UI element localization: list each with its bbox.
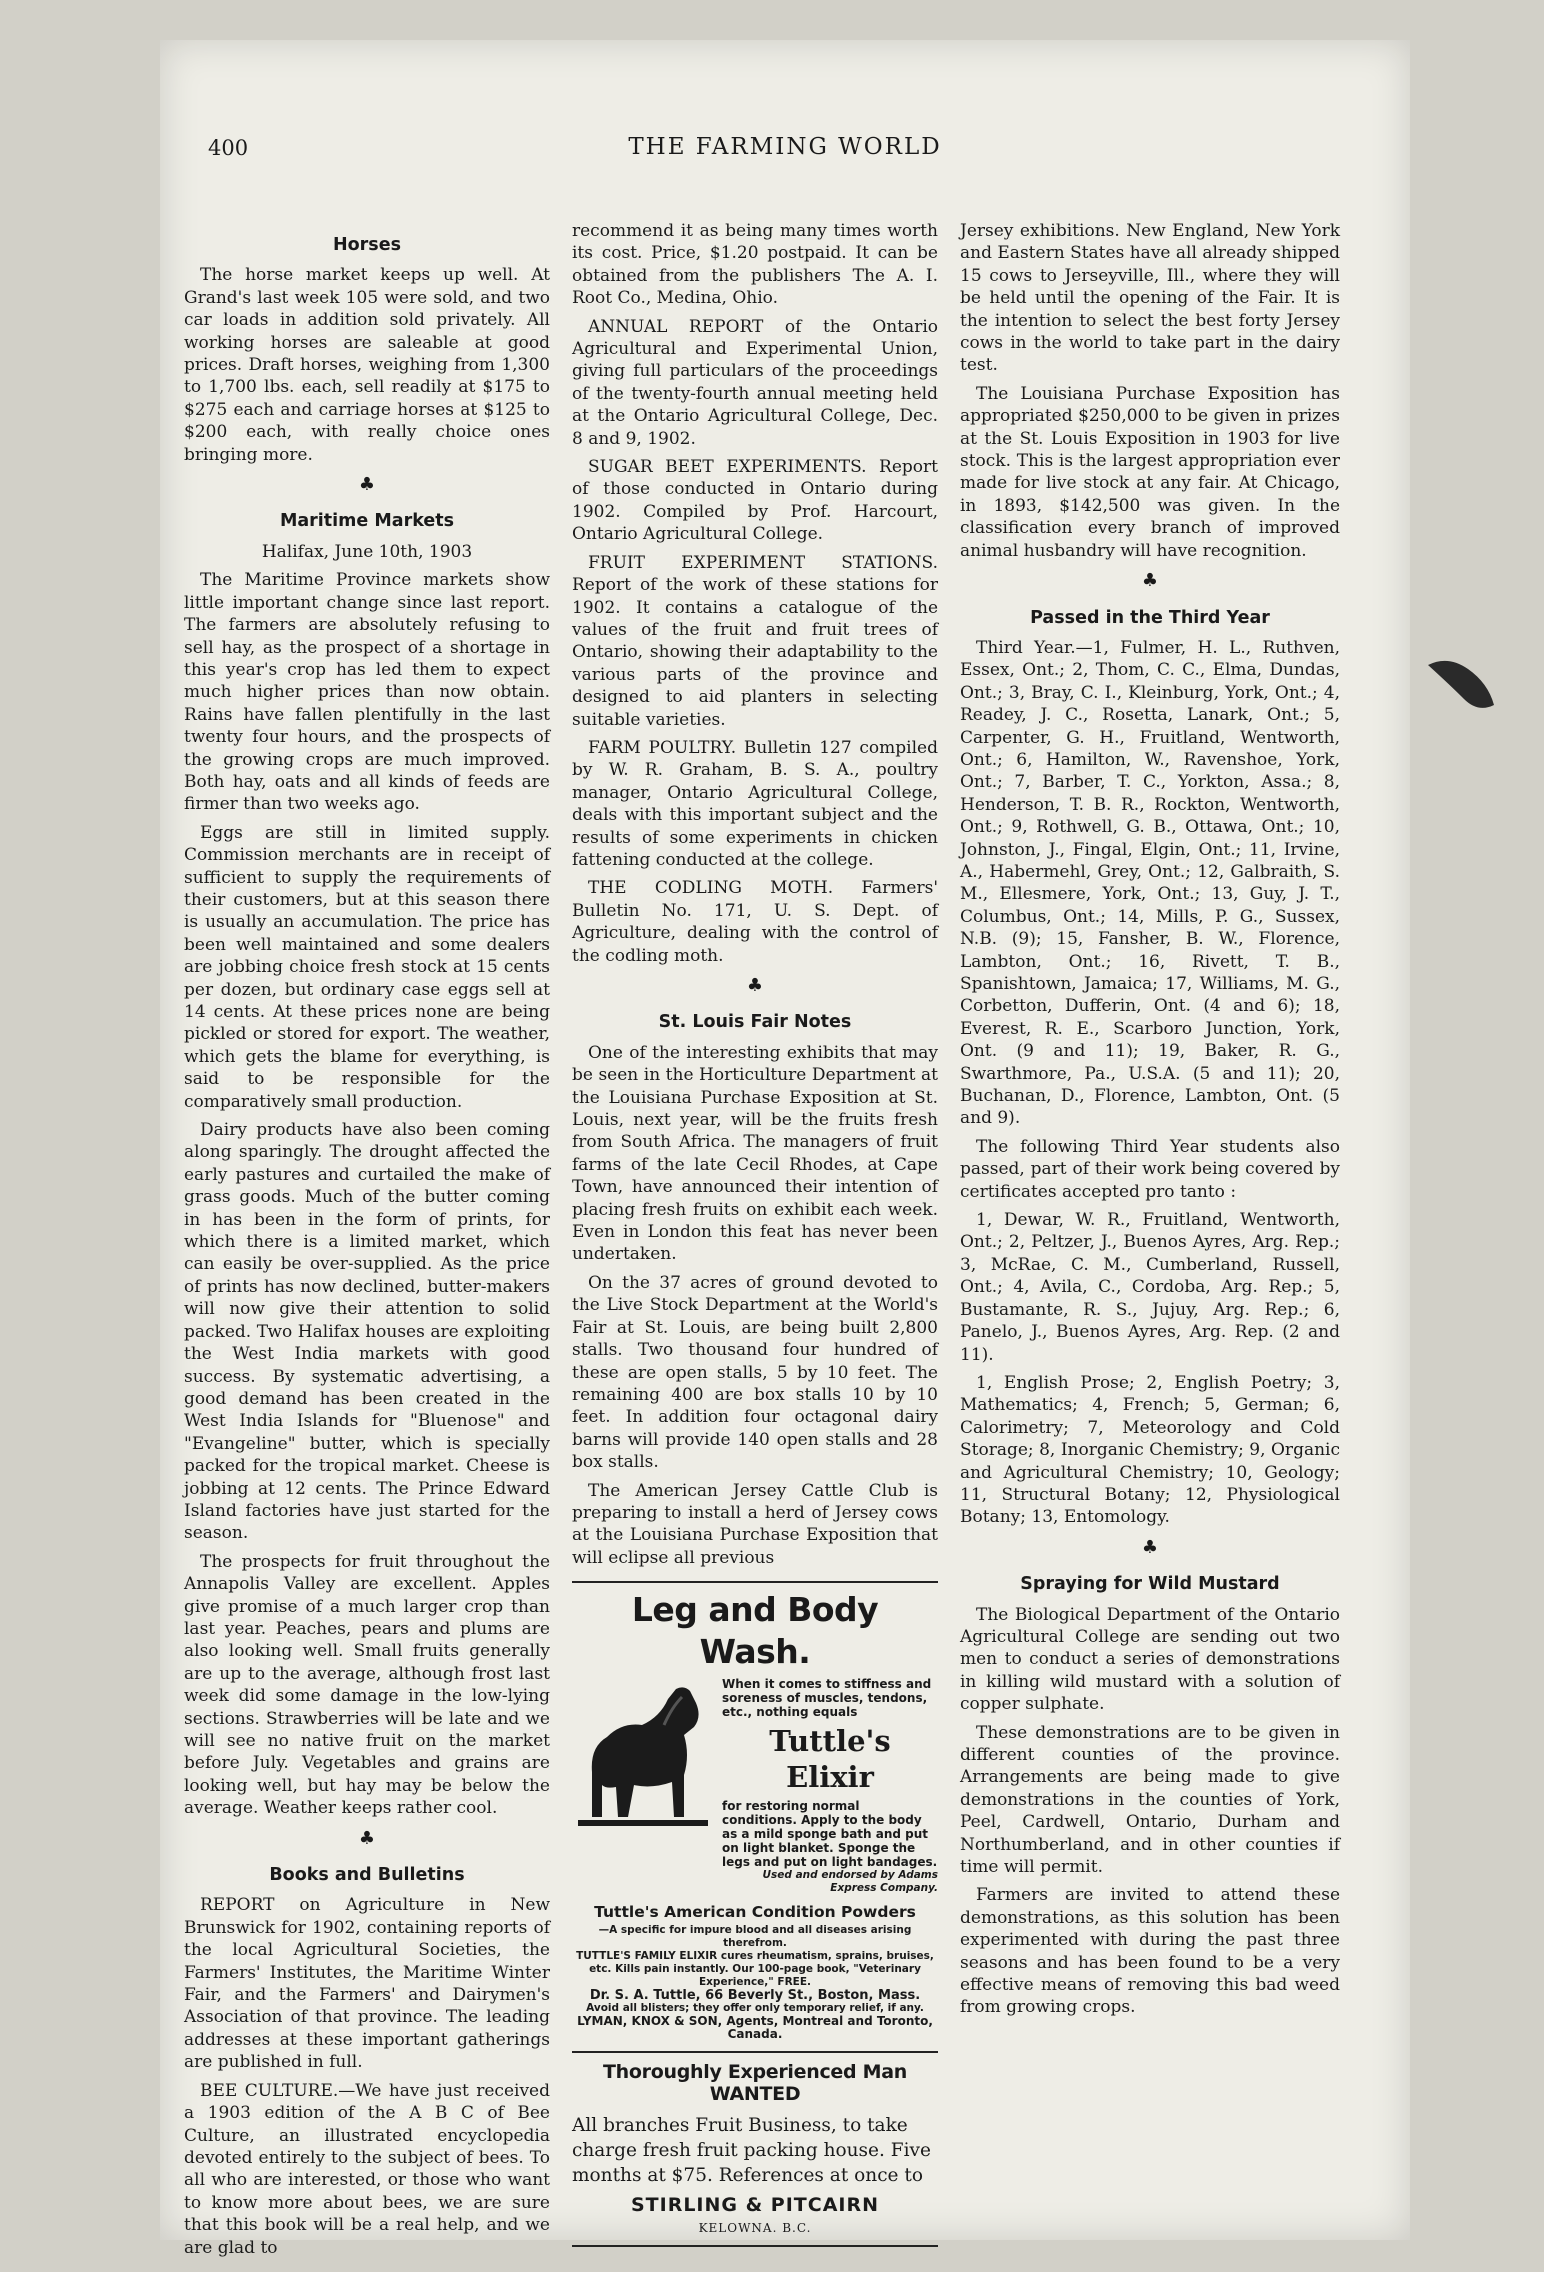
paragraph: The Louisiana Purchase Exposition has appropriated $250,000 to be given in prizes at the St. Louis Exposition in 1903 for live stock. This is the largest appropriation ever made for live stock at any fair. At Chicago, in 1893, $142,500 was given. In the classification every branch of improved animal husbandry will have recognition. bbox=[960, 383, 1340, 561]
page-number: 400 bbox=[208, 136, 249, 160]
ad-powders: Tuttle's American Condition Powders bbox=[594, 1903, 916, 1922]
paragraph: Eggs are still in limited supply. Commission merchants are in receipt of sufficient to supply the requirements of their customers, but at this season there is usually an accumulation. The price has been well maintained and some dealers are jobbing choice fresh stock at 15 cents per dozen, but ordinary case eggs sell at 14 cents. At these prices none are being pickled or stored for export. The weather, which gets the blame for everything, is said to be responsible for the comparatively small production. bbox=[184, 822, 550, 1112]
section-heading: Horses bbox=[332, 235, 401, 255]
ad-agents: LYMAN, KNOX & SON, Agents, Montreal and Toronto, Canada. bbox=[577, 2013, 933, 2041]
paragraph: One of the interesting exhibits that may be seen in the Horticulture Department at the Louisiana Purchase Exposition at St. Louis, next year, will be the fruits fresh from South Africa. The managers of fruit farms of the late Cecil Rhodes, at Cape Town, have announced their intention of placing fresh fruits on exhibit each week. Even in London this feat has never been undertaken. bbox=[572, 1042, 938, 1265]
paragraph: SUGAR BEET EXPERIMENTS. Report of those conducted in Ontario during 1902. Compiled by Prof. Harcourt, Ontario Agricultural College. bbox=[572, 457, 938, 545]
section-heading: Books and Bulletins bbox=[269, 1865, 465, 1886]
ad-avoid: Avoid all blisters; they offer only temporary relief, if any. bbox=[586, 2001, 924, 2014]
paragraph: FRUIT EXPERIMENT STATIONS. Report of the work of these stations for 1902. It contains a catalogue of the values of the fruit and fruit trees of Ontario, showing their adaptability to the various parts of the province and designed to aid planters in selecting suitable varieties. bbox=[572, 552, 938, 730]
ad-intro: When it comes to stiffness and soreness of muscles, tendons, etc., nothing equals bbox=[722, 1677, 932, 1720]
paragraph: 1, Dewar, W. R., Fruitland, Wentworth, Ont.; 2, Peltzer, J., Buenos Ayres, Arg. Rep.; 3, McRae, C. M., Cumberland, Russell, Ont.; 4, Avila, C., Cordoba, Arg. Rep.; 5, Bustamante, R. S., Jujuy, Arg. Rep.; 6, Panelo, J., Buenos Ayres, Arg. Rep. (2 and 11). bbox=[960, 1210, 1340, 1365]
paragraph: Farmers are invited to attend these demonstrations, as this solution has been experimented with during the past three seasons and has been found to be a very effective means of removing this bad weed from growing crops. bbox=[960, 1885, 1340, 2018]
section-heading: St. Louis Fair Notes bbox=[658, 1012, 852, 1033]
paragraph: ANNUAL REPORT of the Ontario Agricultural and Experimental Union, giving full particulars of the proceedings of the twenty-fourth annual meeting held at the Ontario Agricultural College, Dec. 8 and 9, 1902. bbox=[572, 316, 938, 449]
section-heading: Maritime Markets bbox=[279, 511, 455, 532]
section-ornament: ♣ bbox=[358, 1827, 376, 1849]
ad-body: for restoring normal conditions. Apply to the body as a mild sponge bath and put on light blanket. Sponge the legs and put on light bandages. bbox=[722, 1799, 938, 1870]
wanted-firm: STIRLING & PITCAIRN bbox=[630, 2194, 880, 2217]
paragraph: FARM POULTRY. Bulletin 127 compiled by W. R. Graham, B. S. A., poultry manager, Ontario Agricultural College, deals with this important subject and the results of some experiments in chicken fattening conducted at the college. bbox=[572, 737, 938, 870]
paragraph: BEE CULTURE.—We have just received a 1903 edition of the A B C of Bee Culture, an illustrated encyclopedia devoted entirely to the subject of bees. To all who are interested, or those who want to know more about bees, we are sure that this book will be a real help, and we are glad to bbox=[184, 2080, 550, 2258]
paragraph: The horse market keeps up well. At Grand's last week 105 were sold, and two car loads in addition sold privately. All working horses are saleable at good prices. Draft horses, weighing from 1,300 to 1,700 lbs. each, sell readily at $175 to $275 each and carriage horses at $125 to $200 each, with really choice ones bringing more. bbox=[184, 265, 550, 465]
paragraph: These demonstrations are to be given in different counties of the province. Arrangements are being made to give demonstrations in the counties of York, Peel, Cardwell, Ontario, Durham and Northumberland, and in other counties if time will permit. bbox=[960, 1722, 1340, 1878]
wanted-town: KELOWNA. B.C. bbox=[698, 2220, 812, 2235]
ad-product-name: Tuttle's Elixir bbox=[769, 1724, 891, 1795]
column-2 bbox=[572, 220, 938, 2247]
page-header bbox=[208, 132, 1362, 172]
column-1 bbox=[184, 220, 550, 2265]
ad-headline: Leg and Body Wash. bbox=[631, 1590, 879, 1672]
ad-family-elixir: TUTTLE'S FAMILY ELIXIR cures rheumatism, sprains, bruises, etc. Kills pain instantly. Our 100-page book, "Veterinary Experience," FREE. bbox=[576, 1949, 934, 1988]
paragraph: THE CODLING MOTH. Farmers' Bulletin No. 171, U. S. Dept. of Agriculture, dealing with the control of the codling moth. bbox=[572, 878, 938, 966]
section-ornament: ♣ bbox=[1141, 570, 1159, 592]
paragraph: On the 37 acres of ground devoted to the Live Stock Department at the World's Fair at St. Louis, are being built 2,800 stalls. Two thousand four hundred of these are open stalls, 5 by 10 feet. The remaining 400 are box stalls 10 by 10 feet. In addition four octagonal dairy barns will provide 140 open stalls and 28 box stalls. bbox=[572, 1272, 938, 1473]
ad-endorsement: Used and endorsed by Adams Express Company. bbox=[762, 1869, 938, 1895]
section-heading: Spraying for Wild Mustard bbox=[1020, 1574, 1280, 1595]
section-heading: Passed in the Third Year bbox=[1030, 607, 1270, 628]
publication-title: THE FARMING WORLD bbox=[628, 134, 942, 160]
wanted-headline: Thoroughly Experienced Man WANTED bbox=[603, 2060, 907, 2105]
ad-powders-desc: —A specific for impure blood and all diseases arising therefrom. bbox=[598, 1923, 912, 1949]
paragraph: Jersey exhibitions. New England, New York and Eastern States have all already shipped 15 cows to Jerseyville, Ill., where they will be held until the opening of the Fair. It is the intention to select the best forty Jersey cows in the world to take part in the dairy test. bbox=[960, 221, 1340, 376]
section-ornament: ♣ bbox=[358, 474, 376, 496]
paragraph: The following Third Year students also passed, part of their work being covered by certificates accepted pro tanto : bbox=[960, 1136, 1340, 1202]
dateline: Halifax, June 10th, 1903 bbox=[261, 541, 473, 562]
wanted-body: All branches Fruit Business, to take charge fresh fruit packing house. Five months at $75. References at once to bbox=[572, 2115, 931, 2187]
tuttles-elixir-ad bbox=[572, 1581, 938, 2052]
section-ornament: ♣ bbox=[746, 975, 764, 996]
paragraph: Third Year.—1, Fulmer, H. L., Ruthven, Essex, Ont.; 2, Thom, C. C., Elma, Dundas, Ont.; 3, Bray, C. I., Kleinburg, York, Ont.; 4, Readey, J. C., Rosetta, Lanark, Ont.; 5, Carpenter, G. H., Fruitland, Wentworth, Ont.; 6, Hamilton, W., Ravenshoe, York, Ont.; 7, Barber, T. C., Yorkton, Assa.; 8, Henderson, T. B. R., Rockton, Wentworth, Ont.; 9, Rothwell, G. B., Ottawa, Ont.; 10, Johnston, J., Fingal, Elgin, Ont.; 11, Irvine, A., Habermehl, Grey, Ont.; 12, Galbraith, S. M., Ellesmere, York, Ont.; 13, Guy, J. T., Columbus, Ont.; 14, Mills, P. G., Sussex, N.B. (9); 15, Fansher, B. W., Florence, Lambton, Ont.; 16, Rivett, T. B., Spanishtown, Jamaica; 17, Williams, M. G., Corbetton, Dufferin, Ont. (4 and 6); 18, Everest, R. E., Scarboro Junction, York, Ont. (9 and 11); 19, Baker, R. G., Swarthmore, Pa., U.S.A. (5 and 11); 20, Buchanan, D., Florence, Lambton, Ont. (5 and 9). bbox=[960, 637, 1340, 1129]
paragraph: The prospects for fruit throughout the Annapolis Valley are excellent. Apples give promise of a much larger crop than last year. Peaches, pears and plums are also looking well. Small fruits generally are up to the average, although frost last week did some damage in the low-lying sections. Strawberries will be late and we will see no native fruit on the market before July. Vegetables and grains are looking well, but hay may be below the average. Weather keeps rather cool. bbox=[184, 1551, 550, 1819]
paragraph: Dairy products have also been coming along sparingly. The drought affected the early pastures and curtailed the make of grass goods. Much of the butter coming in has been in the form of prints, for which there is a limited market, which can easily be over-supplied. As the price of prints has now declined, butter-makers will now give their attention to solid packed. Two Halifax houses are exploiting the West India markets with good success. By systematic advertising, a good demand has been created in the West India Islands for "Bluenose" and "Evangeline" butter, which is specially packed for the tropical market. Cheese is jobbing at 12 cents. The Prince Edward Island factories have just started for the season. bbox=[184, 1120, 550, 1544]
paragraph: The American Jersey Cattle Club is preparing to install a herd of Jersey cows at the Louisiana Purchase Exposition that will eclipse all previous bbox=[572, 1480, 938, 1568]
ink-blot bbox=[1428, 655, 1498, 715]
section-ornament: ♣ bbox=[1141, 1536, 1159, 1558]
wanted-ad bbox=[572, 2053, 938, 2248]
paragraph: recommend it as being many times worth its cost. Price, $1.20 postpaid. It can be obtained from the publishers The A. I. Root Co., Medina, Ohio. bbox=[572, 221, 938, 309]
newspaper-page bbox=[160, 40, 1410, 2258]
paragraph: The Maritime Province markets show little important change since last report. The farmers are absolutely refusing to sell hay, as the prospect of a shortage in this year's crop has led them to expect much higher prices than now obtain. Rains have fallen plentifully in the last twenty four hours, and the prospects of the growing crops are much improved. Both hay, oats and all kinds of feeds are firmer than two weeks ago. bbox=[184, 570, 550, 815]
ad-address: Dr. S. A. Tuttle, 66 Beverly St., Boston, Mass. bbox=[589, 1987, 921, 2003]
paragraph: REPORT on Agriculture in New Brunswick for 1902, containing reports of the local Agricultural Societies, the Farmers' Institutes, the Maritime Winter Fair, and the Farmers' and Dairymen's Association of that province. The leading addresses at these important gatherings are published in full. bbox=[184, 1895, 550, 2073]
column-3 bbox=[960, 220, 1340, 2025]
paragraph: 1, English Prose; 2, English Poetry; 3, Mathematics; 4, French; 5, German; 6, Calorimetry; 7, Meteorology and Cold Storage; 8, Inorganic Chemistry; 9, Organic and Agricultural Chemistry; 10, Geology; 11, Structural Botany; 12, Physiological Botany; 13, Entomology. bbox=[960, 1372, 1340, 1528]
horse-illustration bbox=[572, 1677, 714, 1827]
paragraph: The Biological Department of the Ontario Agricultural College are sending out two men to conduct a series of demonstrations in killing wild mustard with a solution of copper sulphate. bbox=[960, 1604, 1340, 1715]
